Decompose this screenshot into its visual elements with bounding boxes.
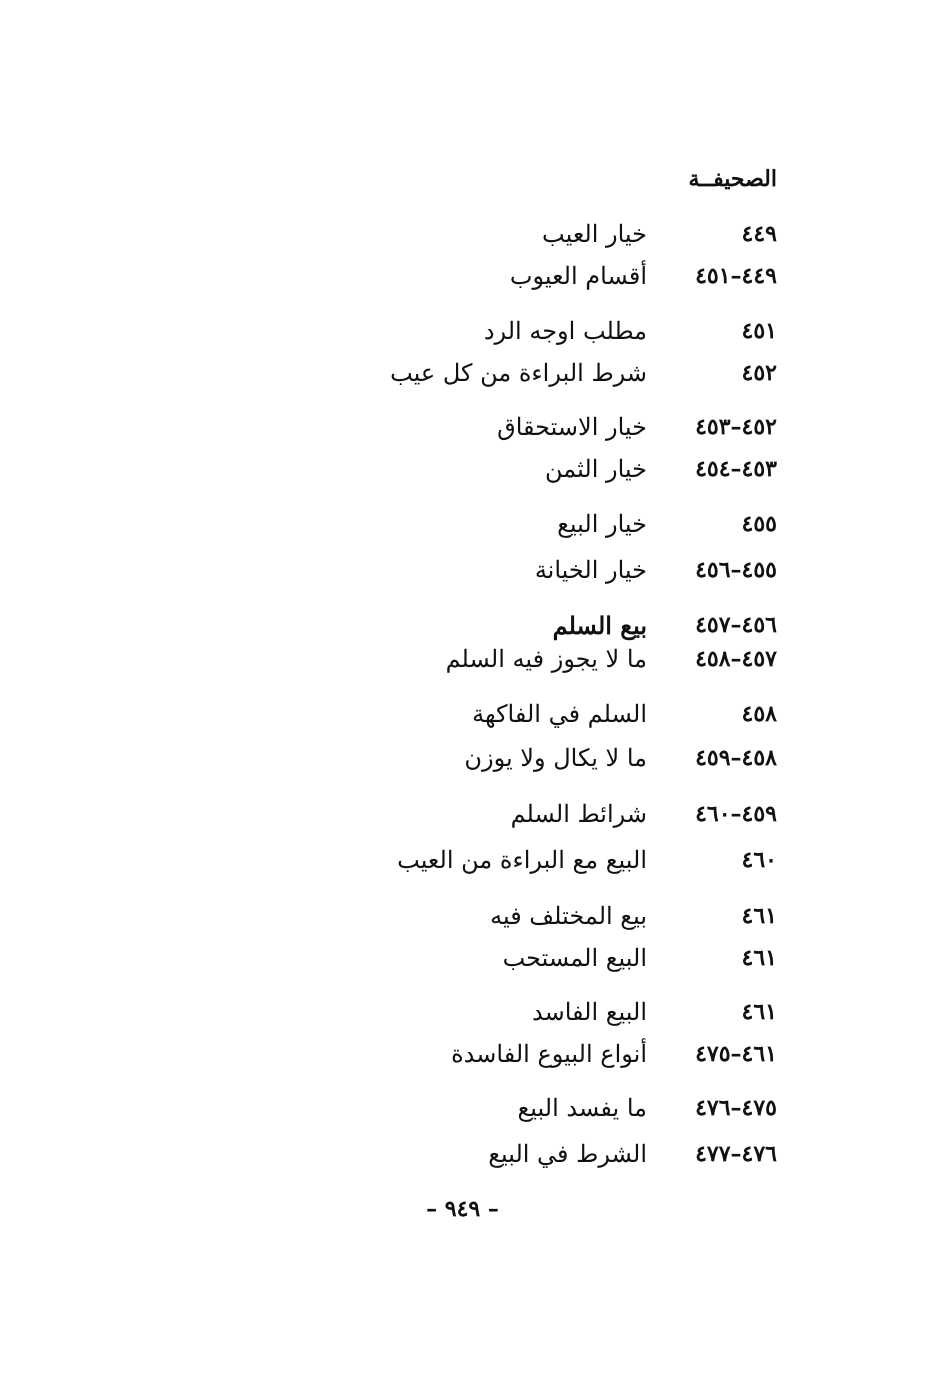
entry-title: شرط البراءة من كل عيب [390, 359, 647, 387]
entry-page-number: ٤٥٨–٤٥٩ [695, 745, 777, 771]
entry-title: البيع الفاسد [531, 998, 647, 1026]
entry-title: أقسام العيوب [509, 262, 647, 290]
entry-page-number: ٤٥٨ [741, 701, 777, 727]
entry-page-number: ٤٥٥ [741, 511, 777, 537]
index-entry [257, 1136, 777, 1172]
entry-title: الشرط في البيع [488, 1140, 647, 1168]
entry-page-number: ٤٧٥–٤٧٦ [695, 1095, 777, 1121]
entry-page-number: ٤٦١–٤٧٥ [695, 1041, 777, 1067]
index-entry [257, 409, 777, 445]
entry-title: شرائط السلم [510, 800, 647, 828]
index-entry [257, 796, 777, 832]
entry-title: ما يفسد البيع [517, 1094, 647, 1122]
entry-title: بيع المختلف فيه [490, 902, 647, 930]
entry-title: ما لا يجوز فيه السلم [445, 645, 647, 673]
index-entry [257, 740, 777, 776]
index-entry [257, 607, 777, 643]
entry-title: البيع مع البراءة من العيب [397, 846, 647, 874]
entry-title: خيار العيب [542, 220, 647, 248]
entry-title: مطلب اوجه الرد [483, 317, 647, 345]
entry-page-number: ٤٥٣–٤٥٤ [695, 456, 777, 482]
index-entry [257, 1036, 777, 1072]
page-footer [0, 1196, 925, 1222]
index-entry [257, 898, 777, 934]
index-entry [257, 216, 777, 252]
index-entry [257, 258, 777, 294]
index-entry [257, 355, 777, 391]
entry-page-number: ٤٥٩–٤٦٠ [695, 801, 777, 827]
entry-title: خيار الخيانة [534, 556, 647, 584]
entry-title: خيار البيع [557, 510, 647, 538]
entry-page-number: ٤٥٦–٤٥٧ [695, 612, 777, 638]
index-entry [257, 451, 777, 487]
entry-title: السلم في الفاكهة [472, 700, 647, 728]
entry-page-number: ٤٤٩ [741, 221, 777, 247]
entry-page-number: ٤٥٧–٤٥٨ [695, 646, 777, 672]
entry-page-number: ٤٤٩–٤٥١ [695, 263, 777, 289]
entry-page-number: ٤٦١ [741, 999, 777, 1025]
entry-page-number: ٤٥٢–٤٥٣ [695, 414, 777, 440]
index-entry [257, 940, 777, 976]
index-entry [257, 313, 777, 349]
index-entry [257, 641, 777, 677]
entry-page-number: ٤٥١ [741, 318, 777, 344]
entry-title: خيار الثمن [545, 455, 647, 483]
index-entry [257, 552, 777, 588]
entry-page-number: ٤٦١ [741, 903, 777, 929]
entry-page-number: ٤٦١ [741, 945, 777, 971]
entry-page-number: ٤٥٥–٤٥٦ [695, 557, 777, 583]
entry-title: البيع المستحب [502, 944, 647, 972]
entry-title: خيار الاستحقاق [497, 413, 647, 441]
entry-page-number: ٤٦٠ [741, 847, 777, 873]
index-entry [257, 1090, 777, 1126]
footer-page-number: – ٩٤٩ – [426, 1196, 499, 1222]
entry-title: أنواع البيوع الفاسدة [451, 1040, 647, 1068]
entry-page-number: ٤٥٢ [741, 360, 777, 386]
entry-page-number: ٤٧٦–٤٧٧ [695, 1141, 777, 1167]
index-entry [257, 696, 777, 732]
index-entry [257, 506, 777, 542]
index-entry [257, 994, 777, 1030]
entry-title: بيع السلم [552, 610, 647, 640]
entry-title: ما لا يكال ولا يوزن [464, 744, 647, 772]
page-column-header: الصحيفــة [688, 166, 777, 192]
index-entry [257, 842, 777, 878]
